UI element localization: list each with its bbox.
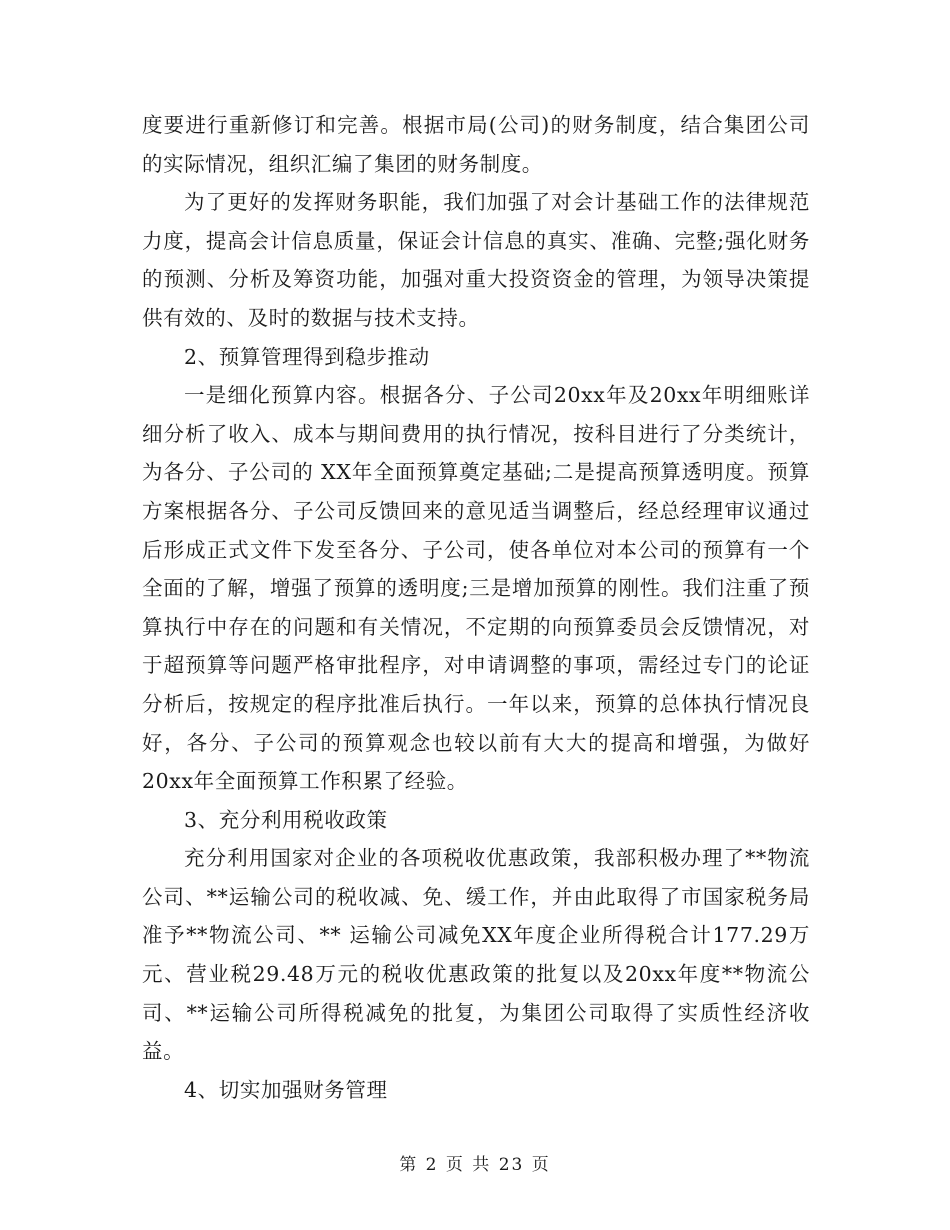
paragraph: 充分利用国家对企业的各项税收优惠政策，我部积极办理了**物流公司、**运输公司的税收减、免、缓工作，并由此取得了市国家税务局准予**物流公司、** 运输公司减免XX年度企业所得税合计177.29万元、营业税29.48万元的税收优惠政策的批复以及20xx年度**物流公司、**运输公司所得税减免的批复，为集团公司取得了实质性经济收益。: [142, 846, 810, 1064]
page-number-footer: 第 2 页 共 23 页: [399, 1155, 551, 1175]
section-heading: 2、预算管理得到稳步推动: [184, 344, 430, 369]
section-heading: 3、充分利用税收政策: [184, 807, 388, 832]
paragraph: 一是细化预算内容。根据各分、子公司20xx年及20xx年明细账详细分析了收入、成本与期间费用的执行情况，按科目进行了分类统计，为各分、子公司的 XX年全面预算奠定基础;二是提高预算透明度。预算方案根据各分、子公司反馈回来的意见适当调整后，经总经理审议通过后形成正式文件下发至各分、子公司，使各单位对本公司的预算有一个全面的了解，增强了预算的透明度;三是增加预算的刚性。我们注重了预算执行中存在的问题和有关情况，不定期的向预算委员会反馈情况，对于超预算等问题严格审批程序，对申请调整的事项，需经过专门的论证分析后，按规定的程序批准后执行。一年以来，预算的总体执行情况良好，各分、子公司的预算观念也较以前有大大的提高和增强，为做好20xx年全面预算工作积累了经验。: [142, 383, 810, 794]
paragraph: 为了更好的发挥财务职能，我们加强了对会计基础工作的法律规范力度，提高会计信息质量，保证会计信息的真实、准确、完整;强化财务的预测、分析及筹资功能，加强对重大投资资金的管理，为领导决策提供有效的、及时的数据与技术支持。: [142, 190, 810, 330]
paragraph: 度要进行重新修订和完善。根据市局(公司)的财务制度，结合集团公司的实际情况，组织汇编了集团的财务制度。: [142, 113, 810, 176]
document-body: [142, 106, 810, 1109]
section-heading: 4、切实加强财务管理: [184, 1077, 388, 1102]
